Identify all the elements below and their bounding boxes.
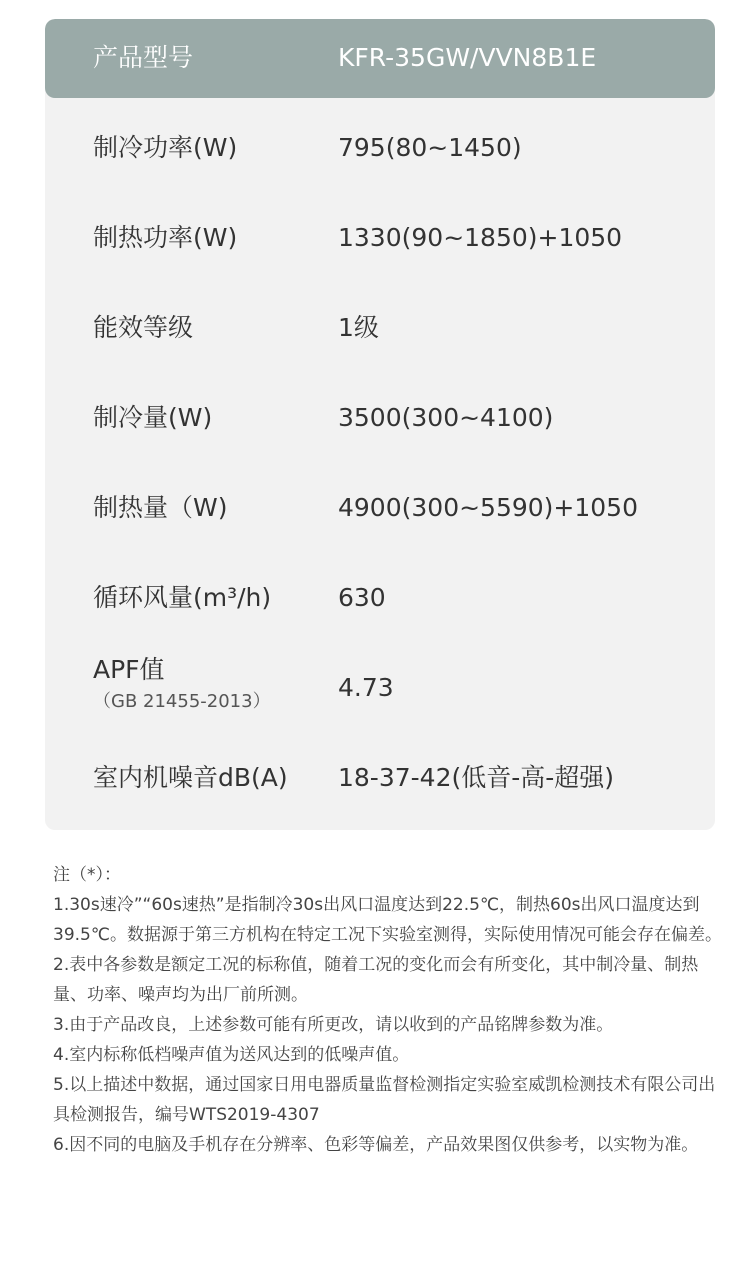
apf-label: APF值: [93, 655, 165, 684]
airflow-value: 630: [338, 583, 386, 612]
airflow-label: 循环风量(m³/h): [93, 583, 272, 612]
noise-value: 18-37-42(低音-高-超强): [338, 763, 615, 792]
noise-label: 室内机噪音dB(A): [93, 763, 288, 792]
apf-value: 4.73: [338, 673, 394, 702]
energy-grade-value: 1级: [338, 313, 379, 342]
heating-capacity-label: 制热量（W): [93, 493, 228, 522]
cooling-capacity-value: 3500(300~4100): [338, 403, 554, 432]
spec-header-row: [45, 19, 715, 98]
cooling-power-label: 制冷功率(W): [93, 133, 238, 162]
heating-power-value: 1330(90~1850)+1050: [338, 223, 623, 252]
model-value: KFR-35GW/VVN8B1E: [338, 43, 597, 72]
heating-power-label: 制热功率(W): [93, 223, 238, 252]
note-item-2: 2.表中各参数是额定工况的标称值，随着工况的变化而会有所变化，其中制冷量、制热量、功率、噪声均为出厂前所测。: [53, 955, 699, 1005]
cooling-power-value: 795(80~1450): [338, 133, 522, 162]
spec-table: [45, 19, 715, 830]
energy-grade-label: 能效等级: [93, 313, 194, 342]
apf-standard-label: （GB 21455-2013）: [93, 691, 271, 712]
note-item-4: 4.室内标称低档噪声值为送风达到的低噪声值。: [53, 1045, 410, 1065]
cooling-capacity-label: 制冷量(W): [93, 403, 213, 432]
note-item-1: 1.30s速冷”“60s速热”是指制冷30s出风口温度达到22.5℃，制热60s出风口温度达到39.5℃。数据源于第三方机构在特定工况下实验室测得，实际使用情况可能会存在偏差。: [53, 895, 722, 945]
note-item-5: 5.以上描述中数据，通过国家日用电器质量监督检测指定实验室威凯检测技术有限公司出具检测报告，编号WTS2019-4307: [53, 1075, 716, 1125]
notes-title: 注（*）：: [53, 865, 121, 885]
note-item-6: 6.因不同的电脑及手机存在分辨率、色彩等偏差，产品效果图仅供参考，以实物为准。: [53, 1135, 699, 1155]
model-label: 产品型号: [93, 43, 194, 72]
notes-section: [53, 860, 723, 1160]
heating-capacity-value: 4900(300~5590)+1050: [338, 493, 638, 522]
note-item-3: 3.由于产品改良，上述参数可能有所更改，请以收到的产品铭牌参数为准。: [53, 1015, 614, 1035]
